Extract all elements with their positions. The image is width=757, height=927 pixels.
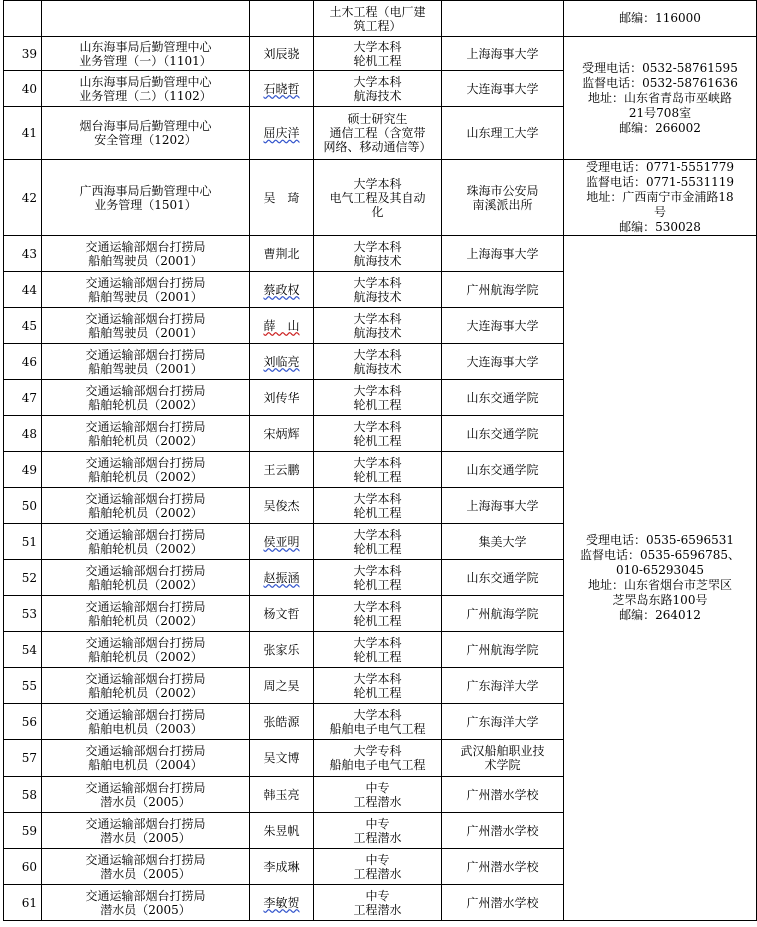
rows.15.unit-line: 船舶轮机员（2002） xyxy=(88,613,203,628)
rows.18.unit-line: 船舶电机员（2003） xyxy=(88,721,203,736)
contacts.c2-line: 受理电话：0771-5551779 xyxy=(585,160,735,174)
candidate-name-text: 周之昊 xyxy=(263,678,300,693)
candidate-name-text: 朱昱帆 xyxy=(263,823,300,838)
rows.16.school-line: 广州航海学院 xyxy=(466,642,539,657)
candidate-name xyxy=(250,524,314,560)
candidate-name-text: 曹荆北 xyxy=(263,246,300,261)
rows.12.edu-line: 轮机工程 xyxy=(353,505,402,520)
rows.9.unit-line: 船舶轮机员（2002） xyxy=(88,397,203,412)
rows.1.school-line: 上海海事大学 xyxy=(466,46,539,61)
education-major xyxy=(314,452,442,488)
rows.1.unit-line: 业务管理（一）（1101） xyxy=(79,53,212,68)
rows.19.edu-line: 大学专科 xyxy=(353,744,402,758)
rows.8.school-line: 大连海事大学 xyxy=(466,354,539,369)
candidate-name-text: 屈庆洋 xyxy=(263,126,300,140)
rows.5.edu-line: 大学本科 xyxy=(353,239,402,254)
rows.11.unit-line: 交通运输部烟台打捞局 xyxy=(85,455,206,470)
hiring-unit-position xyxy=(42,488,250,524)
candidate-name-text: 薛 山 xyxy=(263,318,300,333)
candidate-name-text: 刘临亮 xyxy=(263,354,300,369)
rows.3.edu-line: 硕士研究生 xyxy=(347,112,408,126)
rows.17.school-line: 广东海洋大学 xyxy=(466,678,539,693)
rows.3.edu-line: 通信工程（含宽带 xyxy=(329,126,426,140)
education-major xyxy=(314,704,442,740)
contacts.c3-line: 地址：山东省烟台市芝罘区 xyxy=(587,578,732,592)
education-major xyxy=(314,308,442,344)
rows.13.edu-line: 大学本科 xyxy=(353,527,402,542)
row-number: 40 xyxy=(4,71,42,107)
candidate-name-text: 吴 琦 xyxy=(263,190,300,205)
rows.3.unit-line: 安全管理（1202） xyxy=(94,133,197,147)
school-or-employer xyxy=(442,668,564,704)
row-number: 48 xyxy=(4,416,42,452)
row-number: 57 xyxy=(4,740,42,777)
school-or-employer xyxy=(442,740,564,777)
candidate-name-text: 李敏贺 xyxy=(263,895,300,910)
rows.22.edu-line: 中专 xyxy=(365,852,390,867)
rows.7.unit-line: 船舶驾驶员（2001） xyxy=(88,325,203,340)
candidate-name xyxy=(250,107,314,160)
candidate-name-text: 杨文哲 xyxy=(263,606,300,621)
row-number: 52 xyxy=(4,560,42,596)
rows.22.school-line: 广州潜水学校 xyxy=(466,859,539,874)
rows.2.unit-line: 山东海事局后勤管理中心 xyxy=(79,74,212,89)
hiring-unit-position xyxy=(42,71,250,107)
hiring-unit-position xyxy=(42,380,250,416)
rows.16.unit-line: 船舶轮机员（2002） xyxy=(88,649,203,664)
rows.4.edu-line: 化 xyxy=(371,204,384,219)
rows.3.school-line: 山东理工大学 xyxy=(466,126,539,140)
rows.4.edu-line: 电气工程及其自动 xyxy=(329,190,426,205)
rows.6.edu-line: 大学本科 xyxy=(353,275,402,290)
rows.11.unit-line: 船舶轮机员（2002） xyxy=(88,469,203,484)
rows.9.edu-line: 轮机工程 xyxy=(353,397,402,412)
row-number: 61 xyxy=(4,885,42,921)
rows.17.unit-line: 船舶轮机员（2002） xyxy=(88,685,203,700)
education-major xyxy=(314,107,442,160)
row-number: 47 xyxy=(4,380,42,416)
rows.17.edu-line: 大学本科 xyxy=(353,671,402,686)
contacts.c1-line: 监督电话：0532-58761636 xyxy=(582,75,738,90)
candidate-name xyxy=(250,596,314,632)
row-number xyxy=(4,1,42,37)
candidate-name-text: 吴俊杰 xyxy=(263,498,300,513)
rows.6.school-line: 广州航海学院 xyxy=(466,282,539,297)
candidate-name xyxy=(250,452,314,488)
rows.19.unit-line: 交通运输部烟台打捞局 xyxy=(85,744,206,758)
rows.7.unit-line: 交通运输部烟台打捞局 xyxy=(85,311,206,326)
candidate-name-text: 张家乐 xyxy=(263,642,300,657)
rows.11.edu-line: 轮机工程 xyxy=(353,469,402,484)
school-or-employer xyxy=(442,704,564,740)
rows.17.edu-line: 轮机工程 xyxy=(353,685,402,700)
education-major xyxy=(314,37,442,71)
education-major xyxy=(314,668,442,704)
school-or-employer xyxy=(442,488,564,524)
rows.14.unit-line: 船舶轮机员（2002） xyxy=(88,577,203,592)
rows.16.unit-line: 交通运输部烟台打捞局 xyxy=(85,635,206,650)
results-table xyxy=(3,0,757,921)
rows.1.edu-line: 大学本科 xyxy=(353,39,402,54)
rows.10.school-line: 山东交通学院 xyxy=(466,426,539,441)
rows.23.unit-line: 交通运输部烟台打捞局 xyxy=(85,888,206,903)
rows.21.edu-line: 工程潜水 xyxy=(353,830,402,845)
education-major xyxy=(314,560,442,596)
school-or-employer xyxy=(442,849,564,885)
contact-info xyxy=(564,1,757,37)
rows.10.unit-line: 船舶轮机员（2002） xyxy=(88,433,203,448)
candidate-name xyxy=(250,560,314,596)
rows.4.school-line: 珠海市公安局 xyxy=(466,183,539,198)
education-major xyxy=(314,416,442,452)
hiring-unit-position xyxy=(42,740,250,777)
rows.22.unit-line: 潜水员（2005） xyxy=(100,866,191,881)
school-or-employer xyxy=(442,37,564,71)
school-or-employer xyxy=(442,308,564,344)
contacts.c1-line: 邮编：266002 xyxy=(619,120,701,135)
table-row xyxy=(4,236,757,272)
school-or-employer xyxy=(442,380,564,416)
rows.20.edu-line: 工程潜水 xyxy=(353,794,402,809)
rows.2.school-line: 大连海事大学 xyxy=(466,81,539,96)
rows.15.school-line: 广州航海学院 xyxy=(466,606,539,621)
hiring-unit-position xyxy=(42,452,250,488)
rows.12.unit-line: 船舶轮机员（2002） xyxy=(88,505,203,520)
rows.18.edu-line: 船舶电子电气工程 xyxy=(329,721,426,736)
hiring-unit-position xyxy=(42,107,250,160)
contacts.c3-line: 010-65293045 xyxy=(615,563,705,577)
education-major xyxy=(314,380,442,416)
hiring-unit-position xyxy=(42,668,250,704)
rows.23.unit-line: 潜水员（2005） xyxy=(100,902,191,917)
rows.10.edu-line: 大学本科 xyxy=(353,419,402,434)
rows.3.edu-line: 网络、移动通信等） xyxy=(323,140,432,154)
rows.3.unit-line: 烟台海事局后勤管理中心 xyxy=(79,119,212,133)
row-number: 59 xyxy=(4,813,42,849)
rows.23.edu-line: 中专 xyxy=(365,888,390,903)
row-number: 51 xyxy=(4,524,42,560)
rows.18.school-line: 广东海洋大学 xyxy=(466,714,539,729)
row-number: 60 xyxy=(4,849,42,885)
rows.12.school-line: 上海海事大学 xyxy=(466,498,539,513)
rows.22.unit-line: 交通运输部烟台打捞局 xyxy=(85,852,206,867)
school-or-employer xyxy=(442,885,564,921)
rows.12.edu-line: 大学本科 xyxy=(353,491,402,506)
hiring-unit-position xyxy=(42,1,250,37)
rows.7.school-line: 大连海事大学 xyxy=(466,318,539,333)
rows.2.edu-line: 大学本科 xyxy=(353,74,402,89)
candidate-name-text: 石晓哲 xyxy=(263,81,300,96)
candidate-name-text: 刘辰骁 xyxy=(263,46,300,61)
rows.16.edu-line: 大学本科 xyxy=(353,635,402,650)
hiring-unit-position xyxy=(42,37,250,71)
rows.4.edu-line: 大学本科 xyxy=(353,176,402,191)
row-number: 44 xyxy=(4,272,42,308)
rows.16.edu-line: 轮机工程 xyxy=(353,649,402,664)
education-major xyxy=(314,849,442,885)
school-or-employer xyxy=(442,596,564,632)
rows.9.school-line: 山东交通学院 xyxy=(466,390,539,405)
rows.11.edu-line: 大学本科 xyxy=(353,455,402,470)
rows.2.unit-line: 业务管理（二）（1102） xyxy=(79,88,212,103)
rows.10.unit-line: 交通运输部烟台打捞局 xyxy=(85,419,206,434)
hiring-unit-position xyxy=(42,272,250,308)
rows.8.edu-line: 航海技术 xyxy=(353,361,402,376)
rows.6.edu-line: 航海技术 xyxy=(353,289,402,304)
rows.20.edu-line: 中专 xyxy=(365,780,390,795)
candidate-name-text: 刘传华 xyxy=(263,390,300,405)
school-or-employer xyxy=(442,272,564,308)
school-or-employer xyxy=(442,1,564,37)
hiring-unit-position xyxy=(42,416,250,452)
rows.5.edu-line: 航海技术 xyxy=(353,253,402,268)
rows.2.edu-line: 航海技术 xyxy=(353,88,402,103)
contacts.c2-line: 监督电话：0771-5531119 xyxy=(585,175,735,189)
rows.0.edu-line: 土木工程（电厂建 xyxy=(329,4,426,19)
contacts.c3-line: 芝罘岛东路100号 xyxy=(612,593,708,607)
rows.9.edu-line: 大学本科 xyxy=(353,383,402,398)
rows.18.edu-line: 大学本科 xyxy=(353,707,402,722)
contact-info xyxy=(564,236,757,921)
rows.1.edu-line: 轮机工程 xyxy=(353,53,402,68)
candidate-name xyxy=(250,272,314,308)
row-number: 50 xyxy=(4,488,42,524)
candidate-name xyxy=(250,1,314,37)
rows.19.school-line: 武汉船舶职业技 xyxy=(460,744,545,758)
rows.19.edu-line: 船舶电子电气工程 xyxy=(329,758,426,772)
education-major xyxy=(314,777,442,813)
candidate-name-text: 张皓源 xyxy=(263,714,300,729)
rows.19.school-line: 术学院 xyxy=(484,758,521,772)
rows.15.edu-line: 大学本科 xyxy=(353,599,402,614)
candidate-name-text: 韩玉亮 xyxy=(263,787,300,802)
table-row xyxy=(4,37,757,71)
hiring-unit-position xyxy=(42,885,250,921)
school-or-employer xyxy=(442,632,564,668)
hiring-unit-position xyxy=(42,596,250,632)
rows.11.school-line: 山东交通学院 xyxy=(466,462,539,477)
rows.14.edu-line: 轮机工程 xyxy=(353,577,402,592)
school-or-employer xyxy=(442,416,564,452)
contacts.c1-line: 地址：山东省青岛市巫峡路 xyxy=(587,90,732,105)
rows.10.edu-line: 轮机工程 xyxy=(353,433,402,448)
candidate-name xyxy=(250,813,314,849)
contacts.c2-line: 邮编：530028 xyxy=(619,220,701,234)
rows.20.unit-line: 潜水员（2005） xyxy=(100,794,191,809)
rows.4.unit-line: 业务管理（1501） xyxy=(94,197,197,212)
school-or-employer xyxy=(442,107,564,160)
school-or-employer xyxy=(442,236,564,272)
rows.8.edu-line: 大学本科 xyxy=(353,347,402,362)
contacts.c1-line: 受理电话：0532-58761595 xyxy=(582,60,738,75)
hiring-unit-position xyxy=(42,236,250,272)
candidate-name xyxy=(250,416,314,452)
row-number: 56 xyxy=(4,704,42,740)
rows.4.unit-line: 广西海事局后勤管理中心 xyxy=(79,183,212,198)
school-or-employer xyxy=(442,813,564,849)
contacts.c3-line: 受理电话：0535-6596531 xyxy=(585,533,735,547)
candidate-name xyxy=(250,308,314,344)
table-row xyxy=(4,160,757,236)
hiring-unit-position xyxy=(42,777,250,813)
candidate-name-text: 李成琳 xyxy=(263,859,300,874)
rows.13.edu-line: 轮机工程 xyxy=(353,541,402,556)
contacts.c1-line: 21号708室 xyxy=(628,105,692,120)
education-major xyxy=(314,488,442,524)
rows.7.edu-line: 大学本科 xyxy=(353,311,402,326)
row-number: 54 xyxy=(4,632,42,668)
candidate-name xyxy=(250,704,314,740)
candidate-name-text: 蔡政权 xyxy=(263,282,300,297)
candidate-name xyxy=(250,668,314,704)
candidate-name xyxy=(250,380,314,416)
candidate-name xyxy=(250,160,314,236)
candidate-name xyxy=(250,885,314,921)
rows.21.edu-line: 中专 xyxy=(365,816,390,831)
row-number: 49 xyxy=(4,452,42,488)
rows.1.unit-line: 山东海事局后勤管理中心 xyxy=(79,39,212,54)
candidate-name xyxy=(250,849,314,885)
candidate-name xyxy=(250,71,314,107)
rows.4.school-line: 南溪派出所 xyxy=(472,197,533,212)
education-major xyxy=(314,236,442,272)
candidate-name-text: 宋炳辉 xyxy=(263,426,300,441)
school-or-employer xyxy=(442,777,564,813)
hiring-unit-position xyxy=(42,704,250,740)
rows.17.unit-line: 交通运输部烟台打捞局 xyxy=(85,671,206,686)
education-major xyxy=(314,71,442,107)
candidate-name xyxy=(250,344,314,380)
rows.6.unit-line: 交通运输部烟台打捞局 xyxy=(85,275,206,290)
rows.23.edu-line: 工程潜水 xyxy=(353,902,402,917)
rows.14.edu-line: 大学本科 xyxy=(353,563,402,578)
candidate-name xyxy=(250,777,314,813)
education-major xyxy=(314,344,442,380)
rows.12.unit-line: 交通运输部烟台打捞局 xyxy=(85,491,206,506)
education-major xyxy=(314,885,442,921)
rows.21.unit-line: 交通运输部烟台打捞局 xyxy=(85,816,206,831)
row-number: 53 xyxy=(4,596,42,632)
candidate-name xyxy=(250,236,314,272)
school-or-employer xyxy=(442,524,564,560)
row-number: 39 xyxy=(4,37,42,71)
rows.20.school-line: 广州潜水学校 xyxy=(466,787,539,802)
hiring-unit-position xyxy=(42,849,250,885)
rows.18.unit-line: 交通运输部烟台打捞局 xyxy=(85,707,206,722)
rows.5.unit-line: 交通运输部烟台打捞局 xyxy=(85,239,206,254)
rows.14.unit-line: 交通运输部烟台打捞局 xyxy=(85,563,206,578)
contacts.c3-line: 邮编：264012 xyxy=(619,608,701,622)
hiring-unit-position xyxy=(42,308,250,344)
education-major xyxy=(314,1,442,37)
school-or-employer xyxy=(442,71,564,107)
rows.15.edu-line: 轮机工程 xyxy=(353,613,402,628)
contact-info xyxy=(564,160,757,236)
row-number: 43 xyxy=(4,236,42,272)
row-number: 45 xyxy=(4,308,42,344)
school-or-employer xyxy=(442,560,564,596)
rows.0.edu-line: 筑工程） xyxy=(353,18,402,33)
education-major xyxy=(314,813,442,849)
candidate-name-text: 侯亚明 xyxy=(263,534,300,549)
education-major xyxy=(314,160,442,236)
rows.6.unit-line: 船舶驾驶员（2001） xyxy=(88,289,203,304)
candidate-name-text: 王云鹏 xyxy=(263,462,300,477)
candidate-name xyxy=(250,488,314,524)
candidate-name xyxy=(250,632,314,668)
rows.22.edu-line: 工程潜水 xyxy=(353,866,402,881)
rows.21.unit-line: 潜水员（2005） xyxy=(100,830,191,845)
row-number: 46 xyxy=(4,344,42,380)
rows.5.unit-line: 船舶驾驶员（2001） xyxy=(88,253,203,268)
candidate-name-text: 赵振涵 xyxy=(263,570,300,585)
contacts.c2-line: 号 xyxy=(653,205,666,219)
candidate-name-text: 吴文博 xyxy=(263,751,300,765)
row-number: 41 xyxy=(4,107,42,160)
hiring-unit-position xyxy=(42,524,250,560)
rows.7.edu-line: 航海技术 xyxy=(353,325,402,340)
hiring-unit-position xyxy=(42,632,250,668)
education-major xyxy=(314,632,442,668)
hiring-unit-position xyxy=(42,160,250,236)
rows.8.unit-line: 交通运输部烟台打捞局 xyxy=(85,347,206,362)
rows.13.school-line: 集美大学 xyxy=(478,534,527,549)
row-number: 58 xyxy=(4,777,42,813)
rows.5.school-line: 上海海事大学 xyxy=(466,246,539,261)
hiring-unit-position xyxy=(42,344,250,380)
contacts.c3-line: 监督电话：0535-6596785、 xyxy=(579,548,741,562)
education-major xyxy=(314,524,442,560)
rows.14.school-line: 山东交通学院 xyxy=(466,570,539,585)
hiring-unit-position xyxy=(42,813,250,849)
candidate-name xyxy=(250,37,314,71)
hiring-unit-position xyxy=(42,560,250,596)
rows.8.unit-line: 船舶驾驶员（2001） xyxy=(88,361,203,376)
table-row xyxy=(4,1,757,37)
row-number: 42 xyxy=(4,160,42,236)
row-number: 55 xyxy=(4,668,42,704)
education-major xyxy=(314,596,442,632)
rows.21.school-line: 广州潜水学校 xyxy=(466,823,539,838)
rows.13.unit-line: 船舶轮机员（2002） xyxy=(88,541,203,556)
school-or-employer xyxy=(442,344,564,380)
education-major xyxy=(314,740,442,777)
school-or-employer xyxy=(442,452,564,488)
rows.23.school-line: 广州潜水学校 xyxy=(466,895,539,910)
education-major xyxy=(314,272,442,308)
contact-info xyxy=(564,37,757,160)
contacts.c2-line: 地址：广西南宁市金浦路18 xyxy=(586,190,734,204)
candidate-name xyxy=(250,740,314,777)
rows.19.unit-line: 船舶电机员（2004） xyxy=(88,758,203,772)
rows.9.unit-line: 交通运输部烟台打捞局 xyxy=(85,383,206,398)
school-or-employer xyxy=(442,160,564,236)
rows.20.unit-line: 交通运输部烟台打捞局 xyxy=(85,780,206,795)
contacts.c0-line: 邮编：116000 xyxy=(619,11,701,25)
rows.13.unit-line: 交通运输部烟台打捞局 xyxy=(85,527,206,542)
rows.15.unit-line: 交通运输部烟台打捞局 xyxy=(85,599,206,614)
